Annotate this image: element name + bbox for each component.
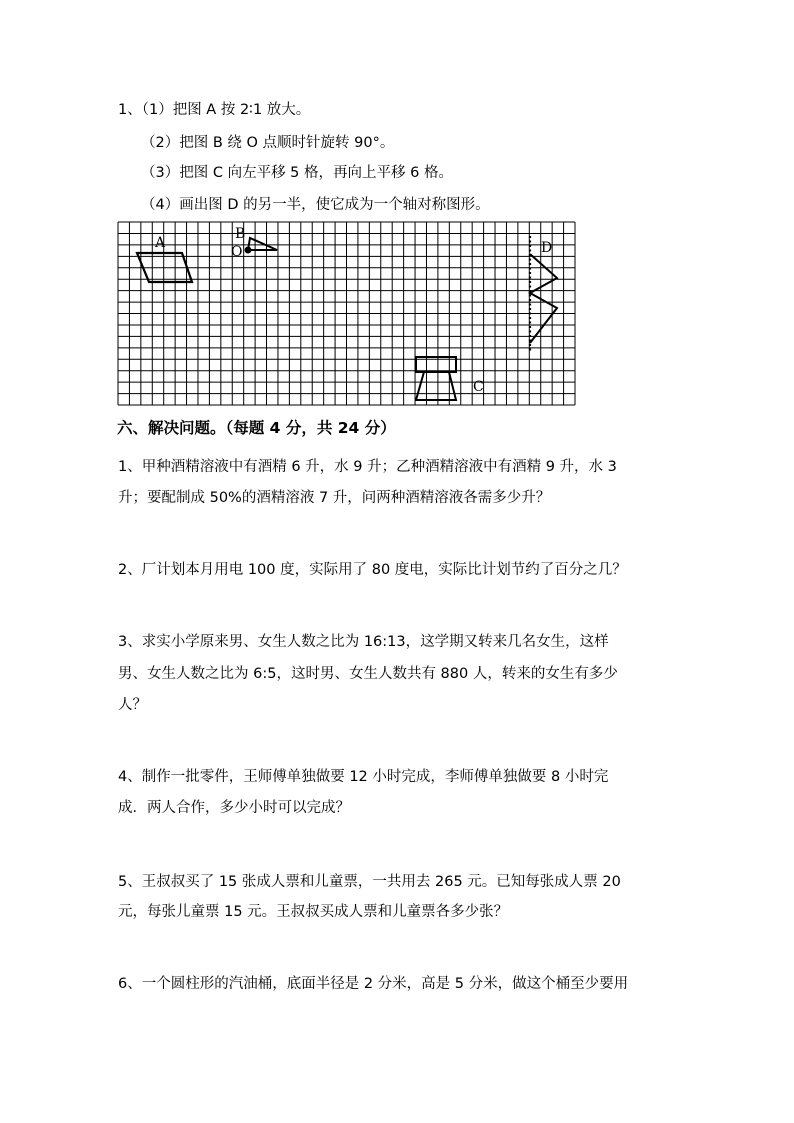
instruction-2: （2）把图 B 绕 O 点顺时针旋转 90°。 (141, 135, 395, 151)
problem-4-line-1: 4、制作一批零件，王师傅单独做要 12 小时完成，李师傅单独做要 8 小时完 (118, 769, 609, 785)
problem-5-line-1: 5、王叔叔买了 15 张成人票和儿童票，一共用去 265 元。已知每张成人票 20 (118, 874, 621, 890)
figure-c-trapezoid (416, 372, 456, 400)
label-o: O (231, 244, 243, 260)
figure-b-triangle (248, 238, 277, 250)
label-b: B (235, 226, 246, 242)
problem-4-line-2: 成．两人合作，多少小时可以完成？ (118, 800, 350, 816)
problem-1-line-2: 升；要配制成 50%的酒精溶液 7 升，问两种酒精溶液各需多少升？ (118, 490, 551, 506)
problem-6-line-1: 6、一个圆柱形的汽油桶，底面半径是 2 分米，高是 5 分米，做这个桶至少要用 (118, 976, 629, 992)
problem-5-line-2: 元，每张儿童票 15 元。王叔叔买成人票和儿童票各多少张？ (118, 904, 509, 920)
problem-2-line-1: 2、厂计划本月用电 100 度，实际用了 80 度电，实际比计划节约了百分之几？ (118, 562, 627, 578)
grid-figure (117, 221, 577, 407)
problem-3-line-1: 3、求实小学原来男、女生人数之比为 16:13，这学期又转来几名女生，这样 (118, 634, 609, 650)
point-o (245, 247, 252, 254)
problem-3-line-3: 人？ (118, 697, 147, 713)
label-c: C (473, 379, 484, 395)
instruction-4: （4）画出图 D 的另一半，使它成为一个轴对称图形。 (141, 197, 490, 213)
grid-lines (118, 222, 575, 405)
instruction-1: 1、（1）把图 A 按 2∶1 放大。 (118, 102, 311, 118)
problem-3-line-2: 男、女生人数之比为 6:5，这时男、女生人数共有 880 人，转来的女生有多少 (118, 666, 618, 682)
section-heading: 六、解决问题。（每题 4 分，共 24 分） (117, 419, 396, 437)
label-a: A (155, 235, 166, 251)
problem-1-line-1: 1、甲种酒精溶液中有酒精 6 升，水 9 升；乙种酒精溶液中有酒精 9 升，水 3 (118, 459, 617, 475)
label-d: D (541, 240, 553, 256)
instruction-3: （3）把图 C 向左平移 5 格，再向上平移 6 格。 (141, 165, 453, 181)
